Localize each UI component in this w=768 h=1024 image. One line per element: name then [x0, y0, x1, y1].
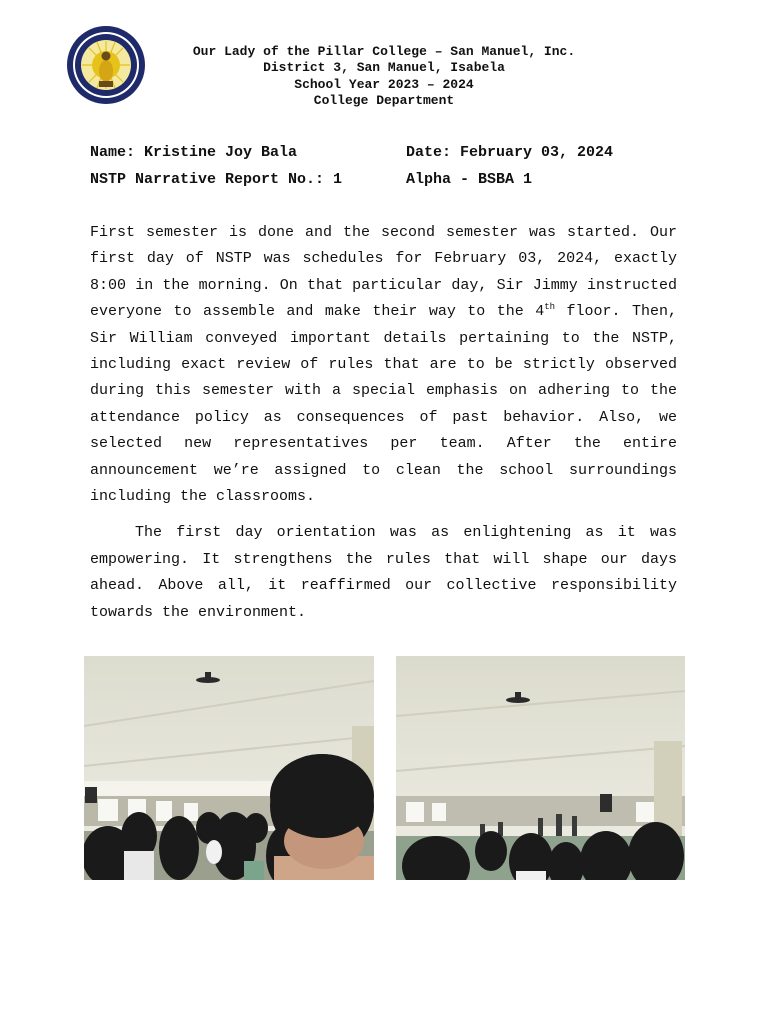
header-line-district: District 3, San Manuel, Isabela	[263, 60, 505, 76]
ordinal-suffix: th	[544, 302, 556, 313]
report-number: NSTP Narrative Report No.: 1	[90, 171, 343, 188]
orientation-photo-1	[84, 656, 374, 880]
paragraph-2: The first day orientation was as enlightening as it was empowering. It strengthens the rules that will shape our days ahead. Above all, it reaffirmed our collective responsibility towards the environment.	[90, 524, 677, 621]
institution-header	[150, 44, 618, 109]
orientation-photo-2	[396, 656, 685, 880]
paragraph-1	[90, 220, 677, 510]
narrative-body	[90, 220, 677, 636]
student-name: Name: Kristine Joy Bala	[90, 144, 298, 161]
header-line-college: Our Lady of the Pillar College – San Manuel, Inc.	[192, 44, 576, 59]
report-date: Date: February 03, 2024	[406, 144, 614, 161]
header-line-department: College Department	[313, 92, 455, 108]
paragraph-1-part-a: First semester is done and the second semester was started. Our first day of NSTP was schedules for February 03, 2024, exactly 8:00 in the morning. On that particular day, Sir Jimmy instructed everyone to assemble and make their way to the 4	[90, 224, 677, 321]
header-line-school-year: School Year 2023 – 2024	[294, 76, 474, 92]
paragraph-1-part-b: floor. Then, Sir William conveyed important details pertaining to the NSTP, including exact review of rules that are to be strictly observed during this semester with a special emphasis on adhering to the attendance policy as consequences of past behavior. Also, we selected new representatives per team. After the entire announcement we’re assigned to clean the school surroundings including the classrooms.	[90, 303, 677, 506]
school-seal-icon	[66, 25, 146, 105]
class-section: Alpha - BSBA 1	[406, 171, 533, 188]
